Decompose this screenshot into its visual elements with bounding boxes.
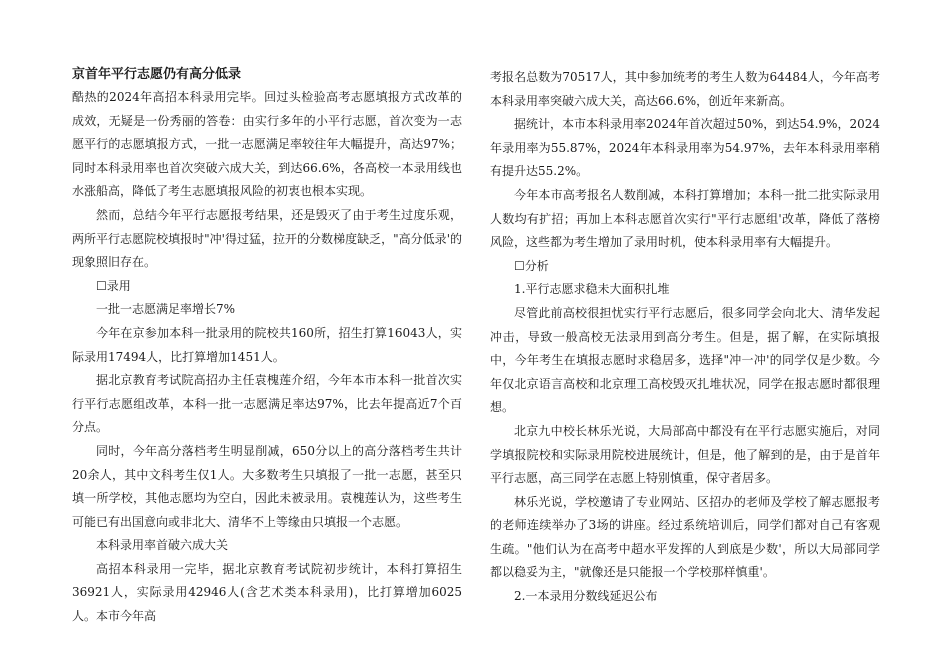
right-column-body xyxy=(490,66,880,609)
paragraph: 高招本科录用一完毕，据北京教育考试院初步统计，本科打算招生36921人，实际录用42946人(含艺术类本科录用)，比打算增加6025人。本市今年高 xyxy=(72,561,462,624)
left-column-body xyxy=(72,86,462,629)
right-column xyxy=(490,66,880,609)
section-heading: 2.一本录用分数线延迟公布 xyxy=(514,589,658,604)
paragraph: 今年在京参加本科一批录用的院校共160所，招生打算16043人，实际录用17494人，比打算增加1451人。 xyxy=(72,325,462,364)
section-heading: ☐录用 xyxy=(96,278,131,293)
paragraph: 据统计，本市本科录用率2024年首次超过50%，到达54.9%，2024年录用率为55.87%，2024年本科录用率为54.97%，去年本科录用率稍有提升达55.2%。 xyxy=(490,117,880,179)
paragraph: 考报名总数为70517人，其中参加统考的考生人数为64484人，今年高考本科录用率突破六成大关，高达66.6%，创近年来新高。 xyxy=(490,70,880,108)
paragraph: 酷热的2024年高招本科录用完毕。回过头检验高考志愿填报方式改革的成效，无疑是一份秀丽的答卷：由实行多年的小平行志愿，首次变为一志愿平行的志愿填报方式，一批一志愿满足率较往年大幅提升，高达97%；同时本科录用率也首次突破六成大关，到达66.6%，各高校一本录用线也水涨船高，降低了考生志愿填报风险的初衷也根本实现。 xyxy=(72,90,462,199)
paragraph: 今年本市高考报名人数削减，本科打算增加；本科一批二批实际录用人数均有扩招；再加上本科志愿首次实行"平行志愿组'改革，降低了落榜风险，这些都为考生增加了录用时机，使本科录用率有大幅提升。 xyxy=(490,187,880,250)
paragraph: 北京九中校长林乐光说，大局部高中都没有在平行志愿实施后，对同学填报院校和实际录用院校进展统计，但是，他了解到的是，由于是首年平行志愿，高三同学在志愿上特别慎重，保守者居多。 xyxy=(490,423,880,486)
paragraph: 同时，今年高分落档考生明显削减，650分以上的高分落档考生共计20余人，其中文科考生仅1人。大多数考生只填报了一批一志愿，甚至只填一所学校，其他志愿均为空白，因此未被录用。袁槐莲认为，这些考生可能已有出国意向或非北大、清华不上等缘由只填报一个志愿。 xyxy=(72,443,462,529)
section-heading: 本科录用率首破六成大关 xyxy=(96,538,229,553)
paragraph: 据北京教育考试院高招办主任袁槐莲介绍，今年本市本科一批首次实行平行志愿组改革，本科一批一志愿满足率达97%，比去年提高近7个百分点。 xyxy=(72,373,462,435)
left-column xyxy=(72,64,462,629)
paragraph: 尽管此前高校很担忧实行平行志愿后，很多同学会向北大、清华发起冲击，导致一般高校无法录用到高分考生。但是，据了解，在实际填报中，今年考生在填报志愿时求稳居多，选择"冲一冲'的同学仅是少数。今年仅北京语言高校和北京理工高校毁灭扎堆状况，同学在报志愿时都很理想。 xyxy=(490,305,880,415)
section-heading: ☐分析 xyxy=(514,258,549,273)
article-title: 京首年平行志愿仍有高分低录 xyxy=(72,67,242,82)
paragraph: 然而，总结今年平行志愿报考结果，还是毁灭了由于考生过度乐观，两所平行志愿院校填报时"冲'得过猛，拉开的分数梯度缺乏，"高分低录'的现象照旧存在。 xyxy=(72,207,462,270)
section-heading: 1.平行志愿求稳未大面积扎堆 xyxy=(514,282,670,297)
paragraph: 林乐光说，学校邀请了专业网站、区招办的老师及学校了解志愿报考的老师连续举办了3场的讲座。经过系统培训后，同学们都对自己有客观生疏。"他们认为在高考中超水平发挥的人到底是少数'，所以大局部同学都以稳妥为主，"就像还是只能报一个学校那样慎重'。 xyxy=(490,494,880,580)
section-heading: 一批一志愿满足率增长7% xyxy=(96,302,236,317)
